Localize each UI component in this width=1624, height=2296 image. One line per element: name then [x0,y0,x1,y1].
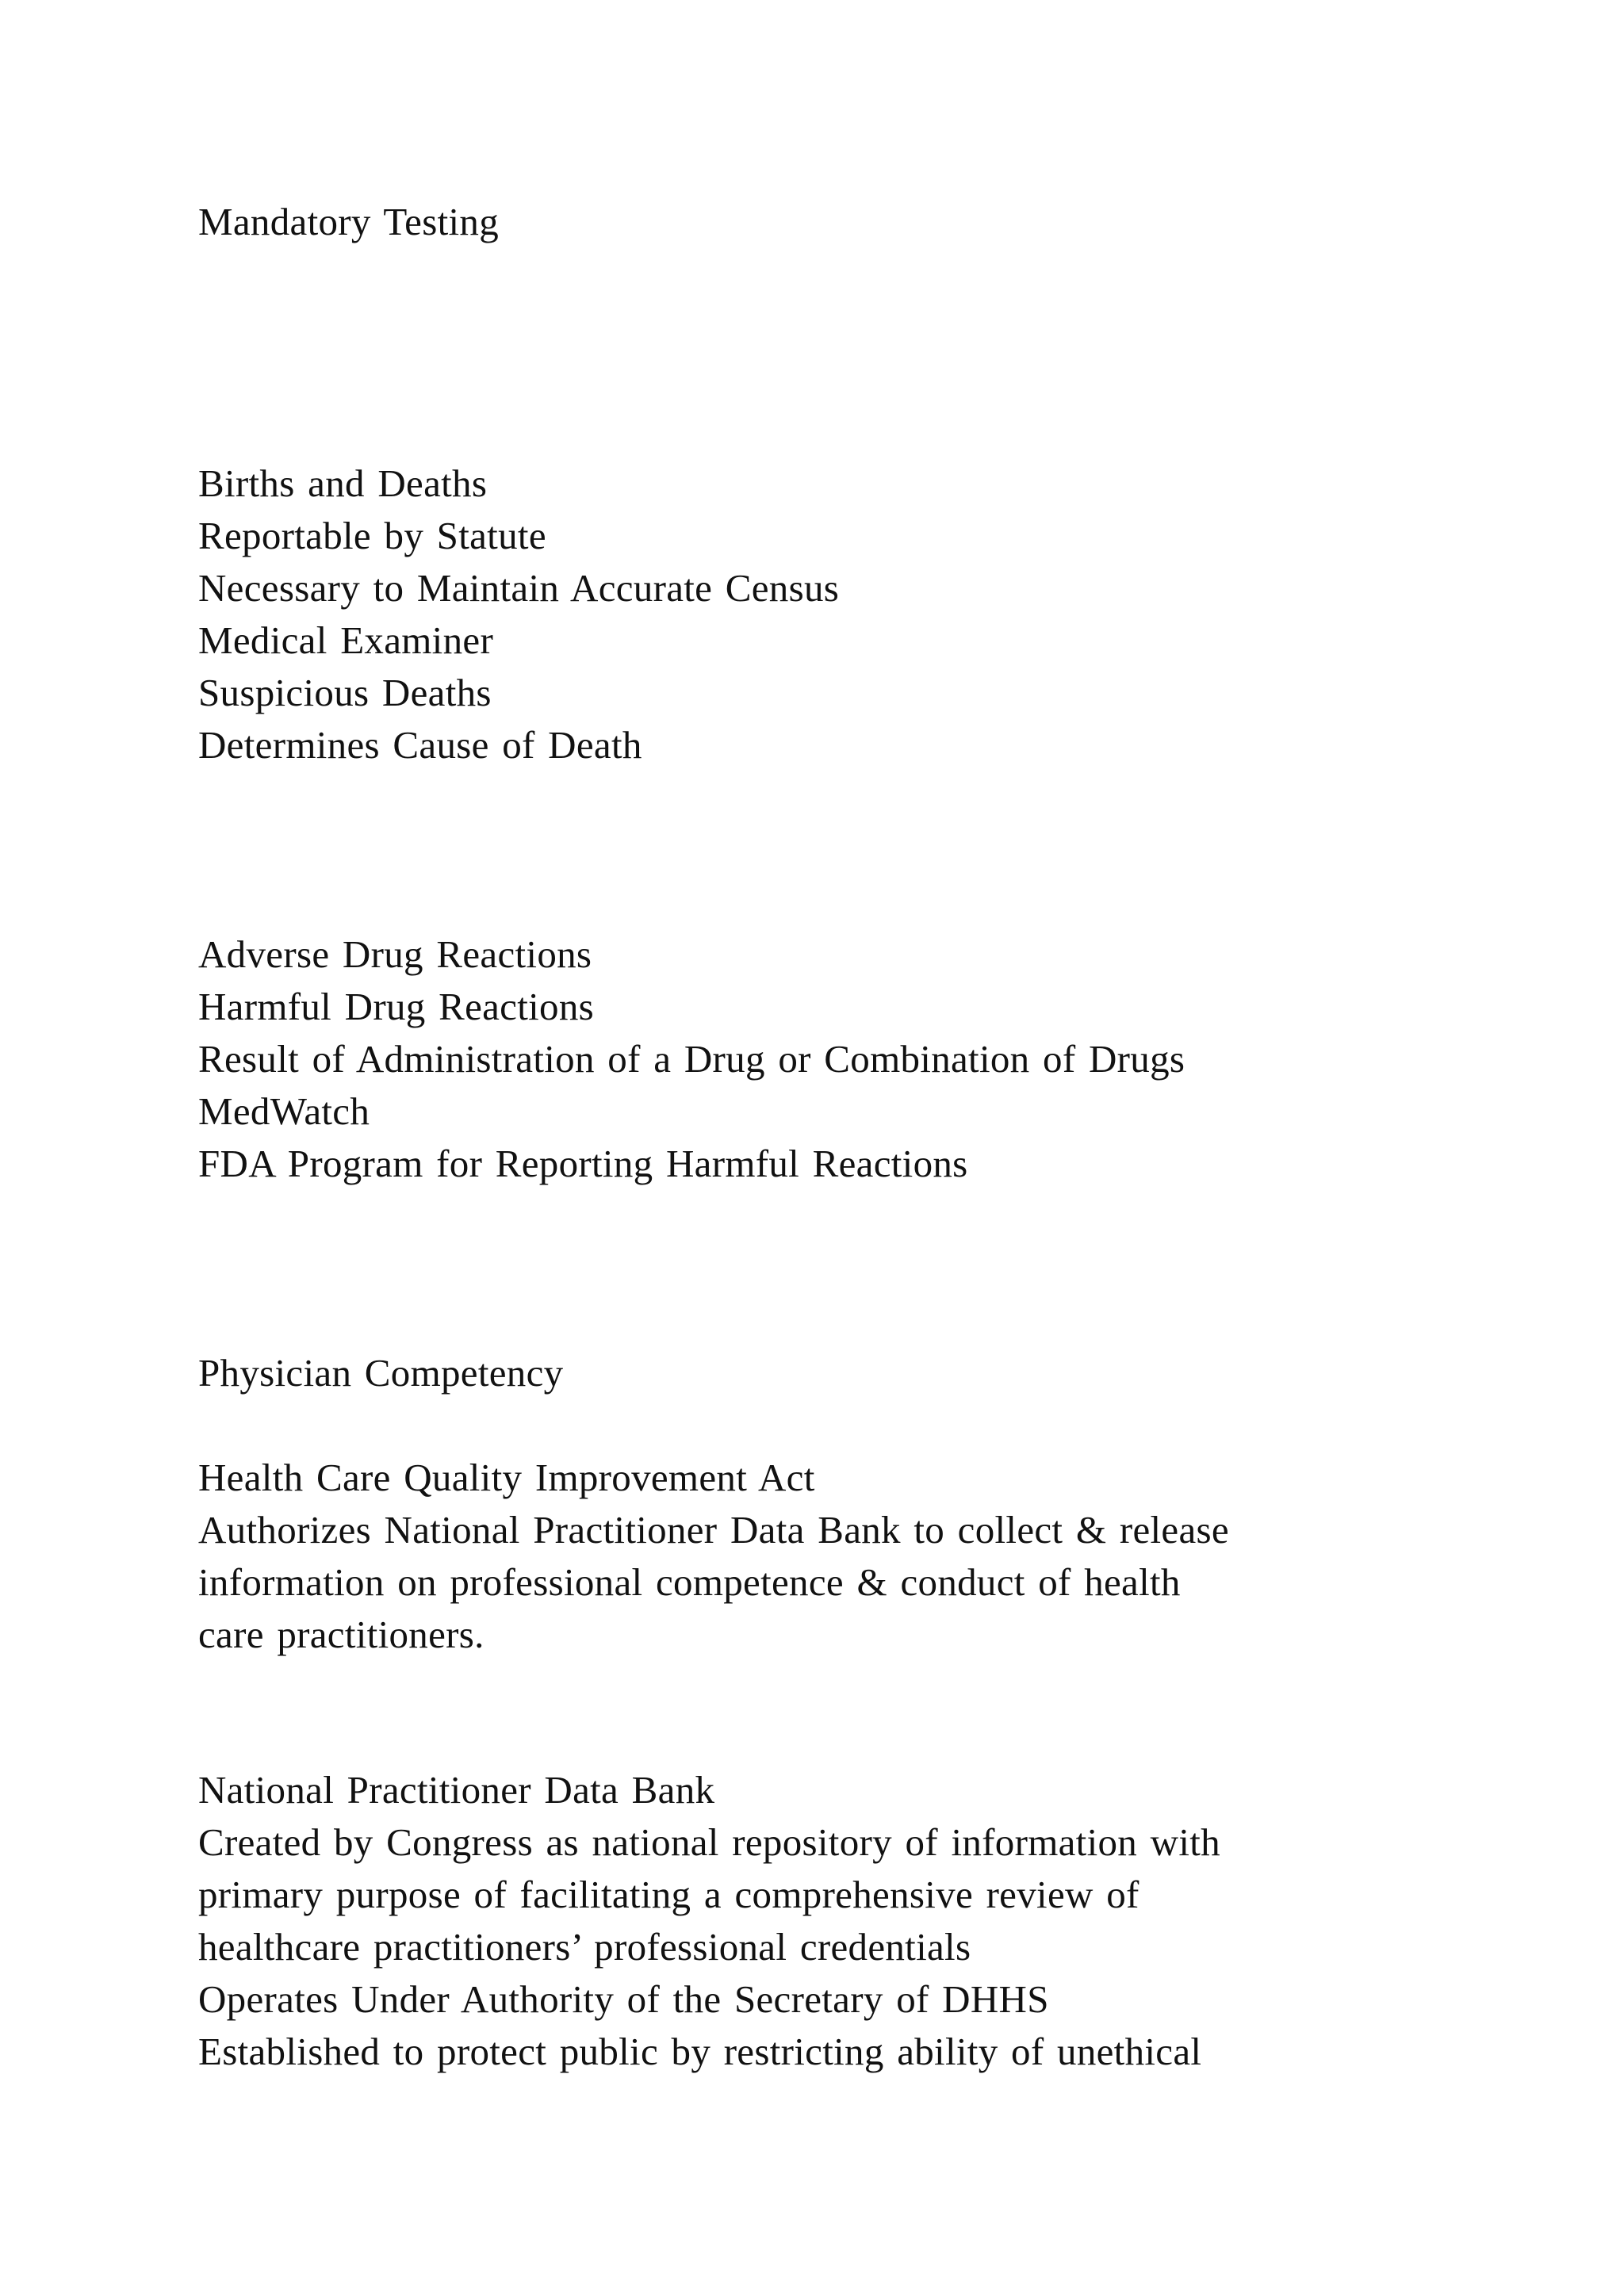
heading-adverse-drug-reactions: Adverse Drug Reactions [198,932,592,976]
text-line: Suspicious Deaths [198,671,492,714]
text-line: Harmful Drug Reactions [198,985,595,1028]
text-line: Authorizes National Practitioner Data Bank to collect & release [198,1508,1229,1552]
heading-national-practitioner-data-bank: National Practitioner Data Bank [198,1768,715,1812]
heading-births-and-deaths: Births and Deaths [198,461,488,505]
text-line: primary purpose of facilitating a comprehensive review of [198,1873,1139,1916]
heading-health-care-quality-improvement-act: Health Care Quality Improvement Act [198,1456,815,1499]
text-line: Result of Administration of a Drug or Combination of Drugs [198,1037,1185,1081]
text-line: Operates Under Authority of the Secretary of DHHS [198,1977,1049,2021]
text-line: Established to protect public by restricting ability of unethical [198,2030,1202,2073]
heading-physician-competency: Physician Competency [198,1351,564,1395]
heading-mandatory-testing: Mandatory Testing [198,200,500,243]
text-line: Reportable by Statute [198,514,546,557]
text-line: Medical Examiner [198,618,494,662]
text-line: healthcare practitioners’ professional credentials [198,1925,971,1969]
text-line: Necessary to Maintain Accurate Census [198,566,840,610]
text-line: information on professional competence & conduct of health [198,1560,1181,1604]
text-line: Created by Congress as national repository of information with [198,1820,1220,1864]
text-line: Determines Cause of Death [198,723,642,767]
text-line: FDA Program for Reporting Harmful Reactions [198,1142,968,1185]
text-line: care practitioners. [198,1613,485,1656]
text-line: MedWatch [198,1089,370,1133]
